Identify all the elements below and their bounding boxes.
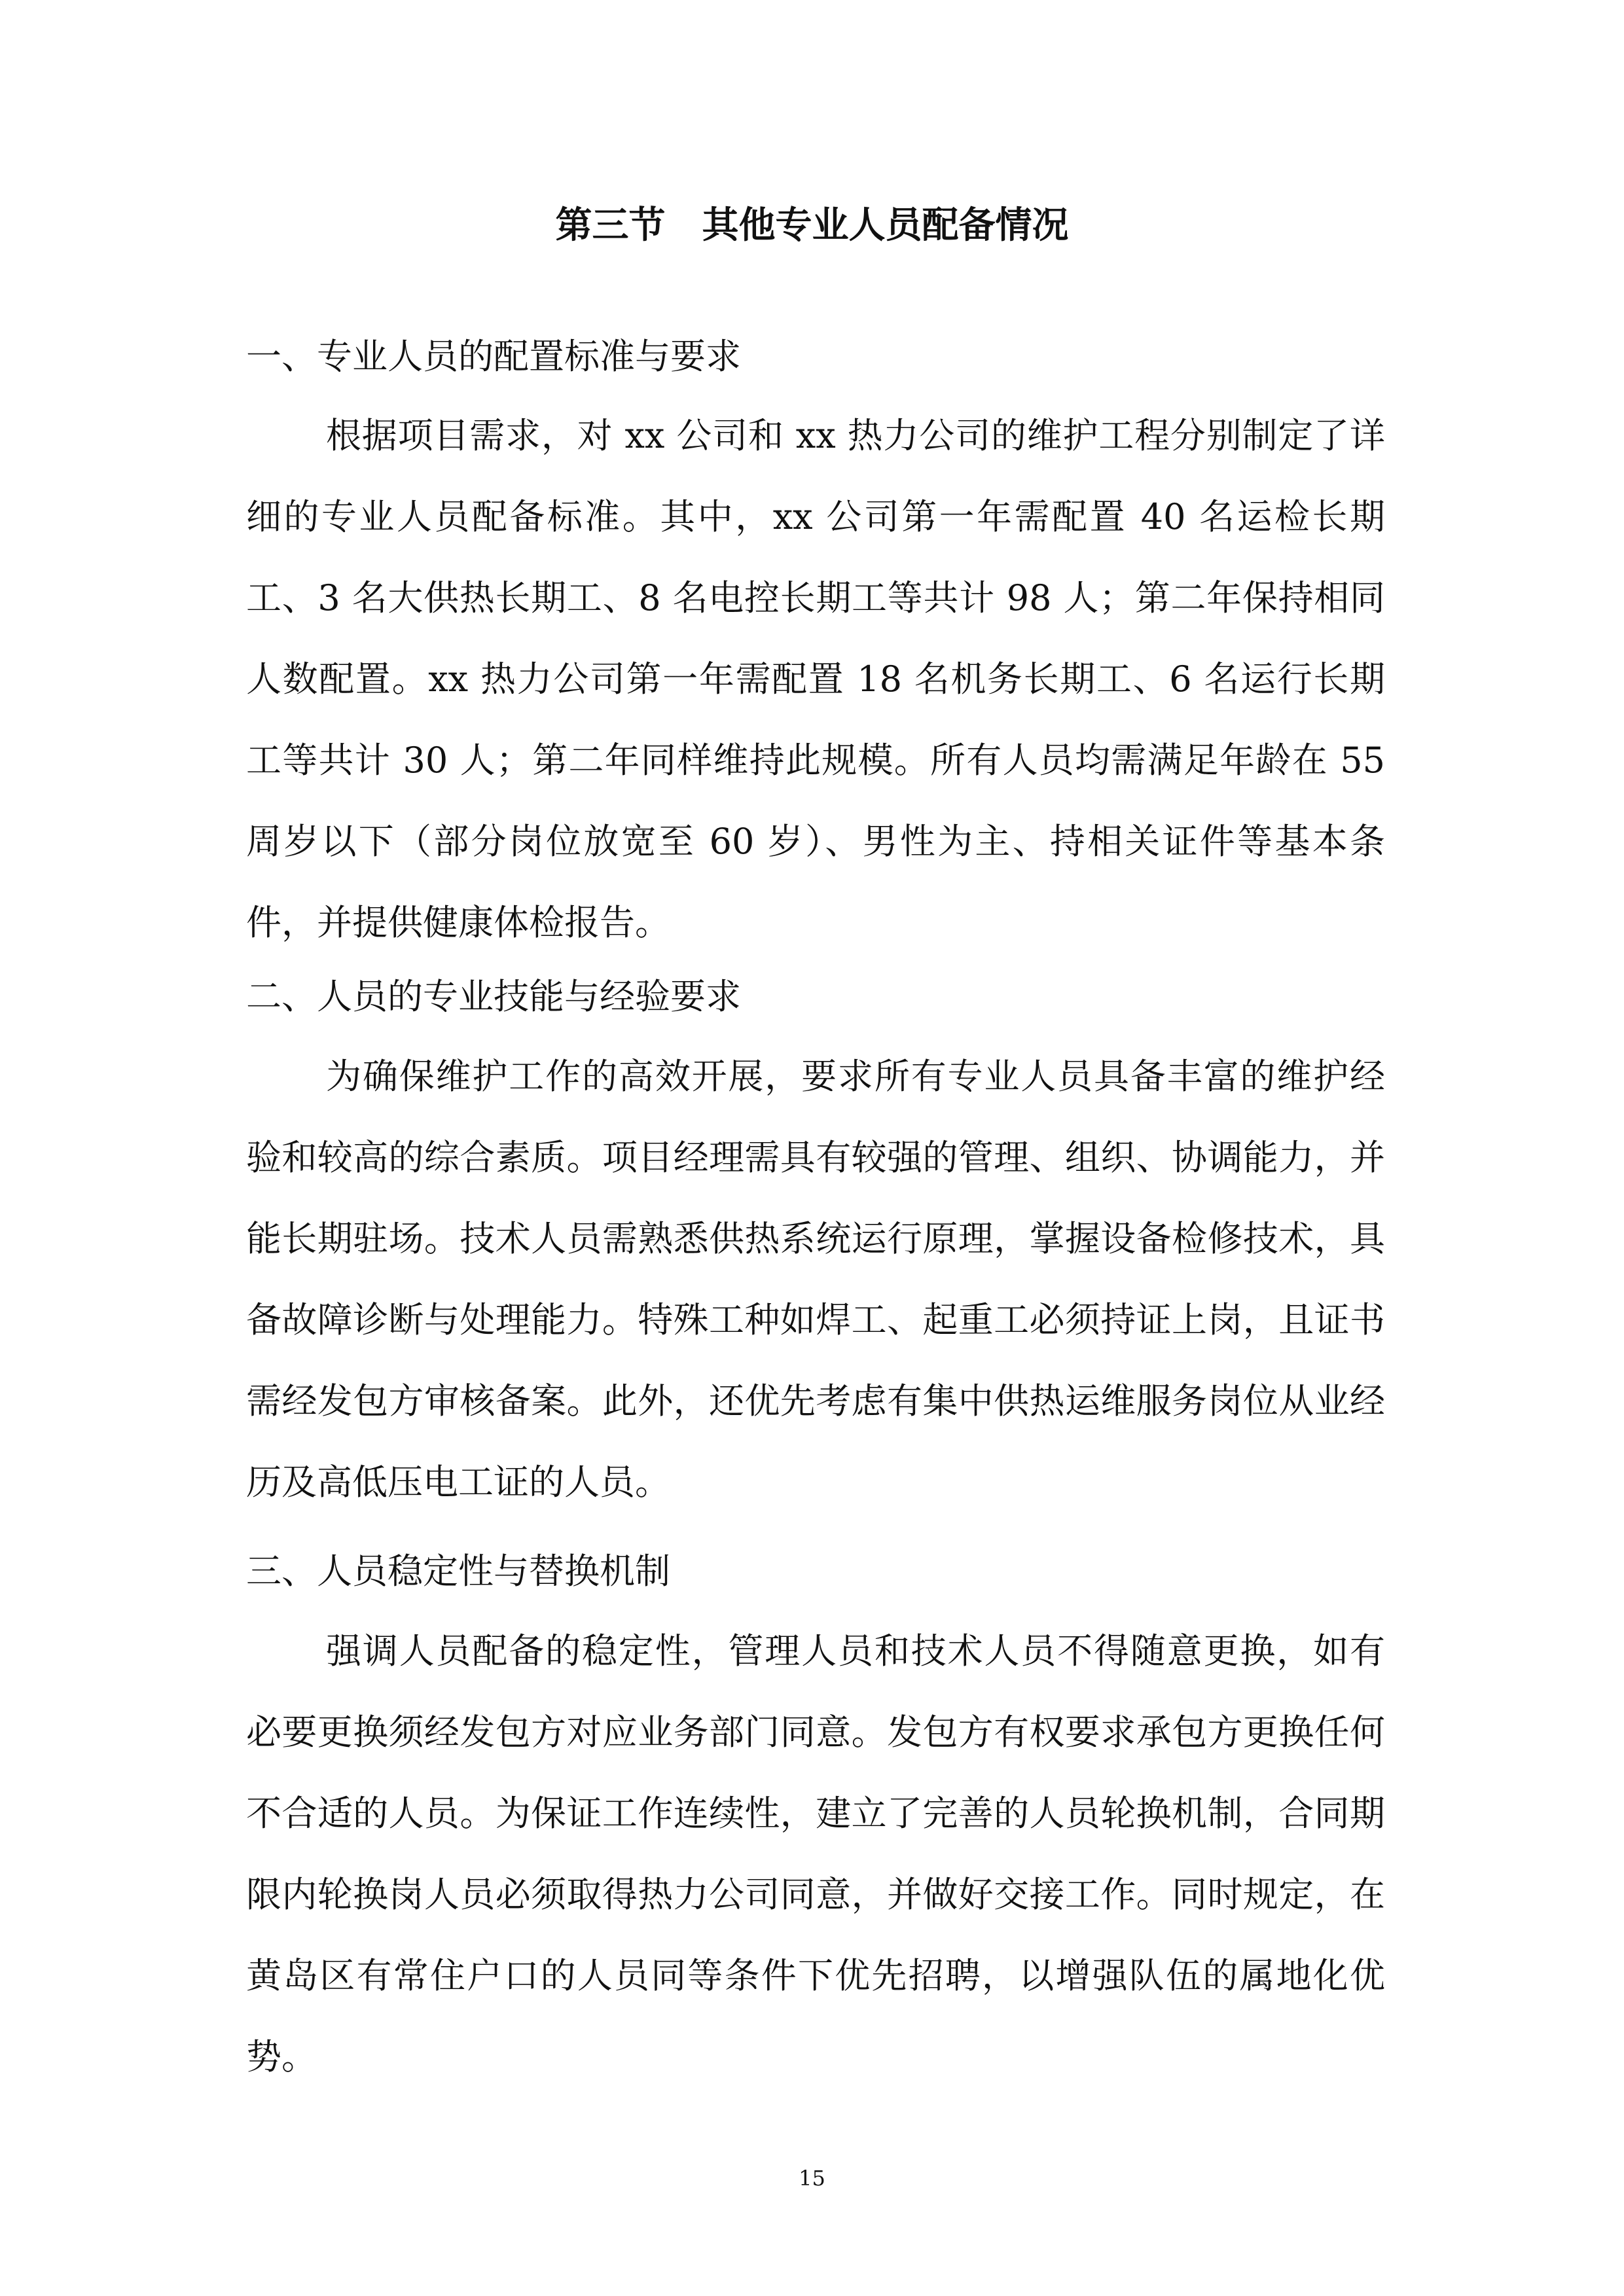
paragraph-3: 强调人员配备的稳定性，管理人员和技术人员不得随意更换，如有必要更换须经发包方对应业务部门同意。发包方有权要求承包方更换任何不合适的人员。为保证工作连续性，建立了完善的人员轮换机制，合同期限内轮换岗人员必须取得热力公司同意，并做好交接工作。同时规定，在黄岛区有常住户口的人员同等条件下优先招聘，以增强队伍的属地化优势。 xyxy=(246,1630,1385,2077)
section-title: 第三节 其他专业人员配备情况 xyxy=(555,204,1069,247)
paragraph-2: 为确保维护工作的高效开展，要求所有专业人员具备丰富的维护经验和较高的综合素质。项目经理需具有较强的管理、组织、协调能力，并能长期驻场。技术人员需熟悉供热系统运行原理，掌握设备检修技术，具备故障诊断与处理能力。特殊工种如焊工、起重工必须持证上岗，且证书需经发包方审核备案。此外，还优先考虑有集中供热运维服务岗位从业经历及高低压电工证的人员。 xyxy=(246,1056,1385,1503)
page-number: 15 xyxy=(799,2166,825,2191)
heading-1: 一、专业人员的配置标准与要求 xyxy=(246,336,741,377)
heading-2: 二、人员的专业技能与经验要求 xyxy=(246,976,741,1017)
paragraph-1: 根据项目需求，对 xx 公司和 xx 热力公司的维护工程分别制定了详细的专业人员配备标准。其中，xx 公司第一年需配置 40 名运检长期工、3 名大供热长期工、8 名电控长期工等共计 98 人；第二年保持相同人数配置。xx 热力公司第一年需配置 18 名机务长期工、6 名运行长期工等共计 30 人；第二年同样维持此规模。所有人员均需满足年龄在 55 周岁以下（部分岗位放宽至 60 岁）、男性为主、持相关证件等基本条件，并提供健康体检报告。 xyxy=(246,415,1385,943)
heading-3: 三、人员稳定性与替换机制 xyxy=(246,1551,670,1592)
